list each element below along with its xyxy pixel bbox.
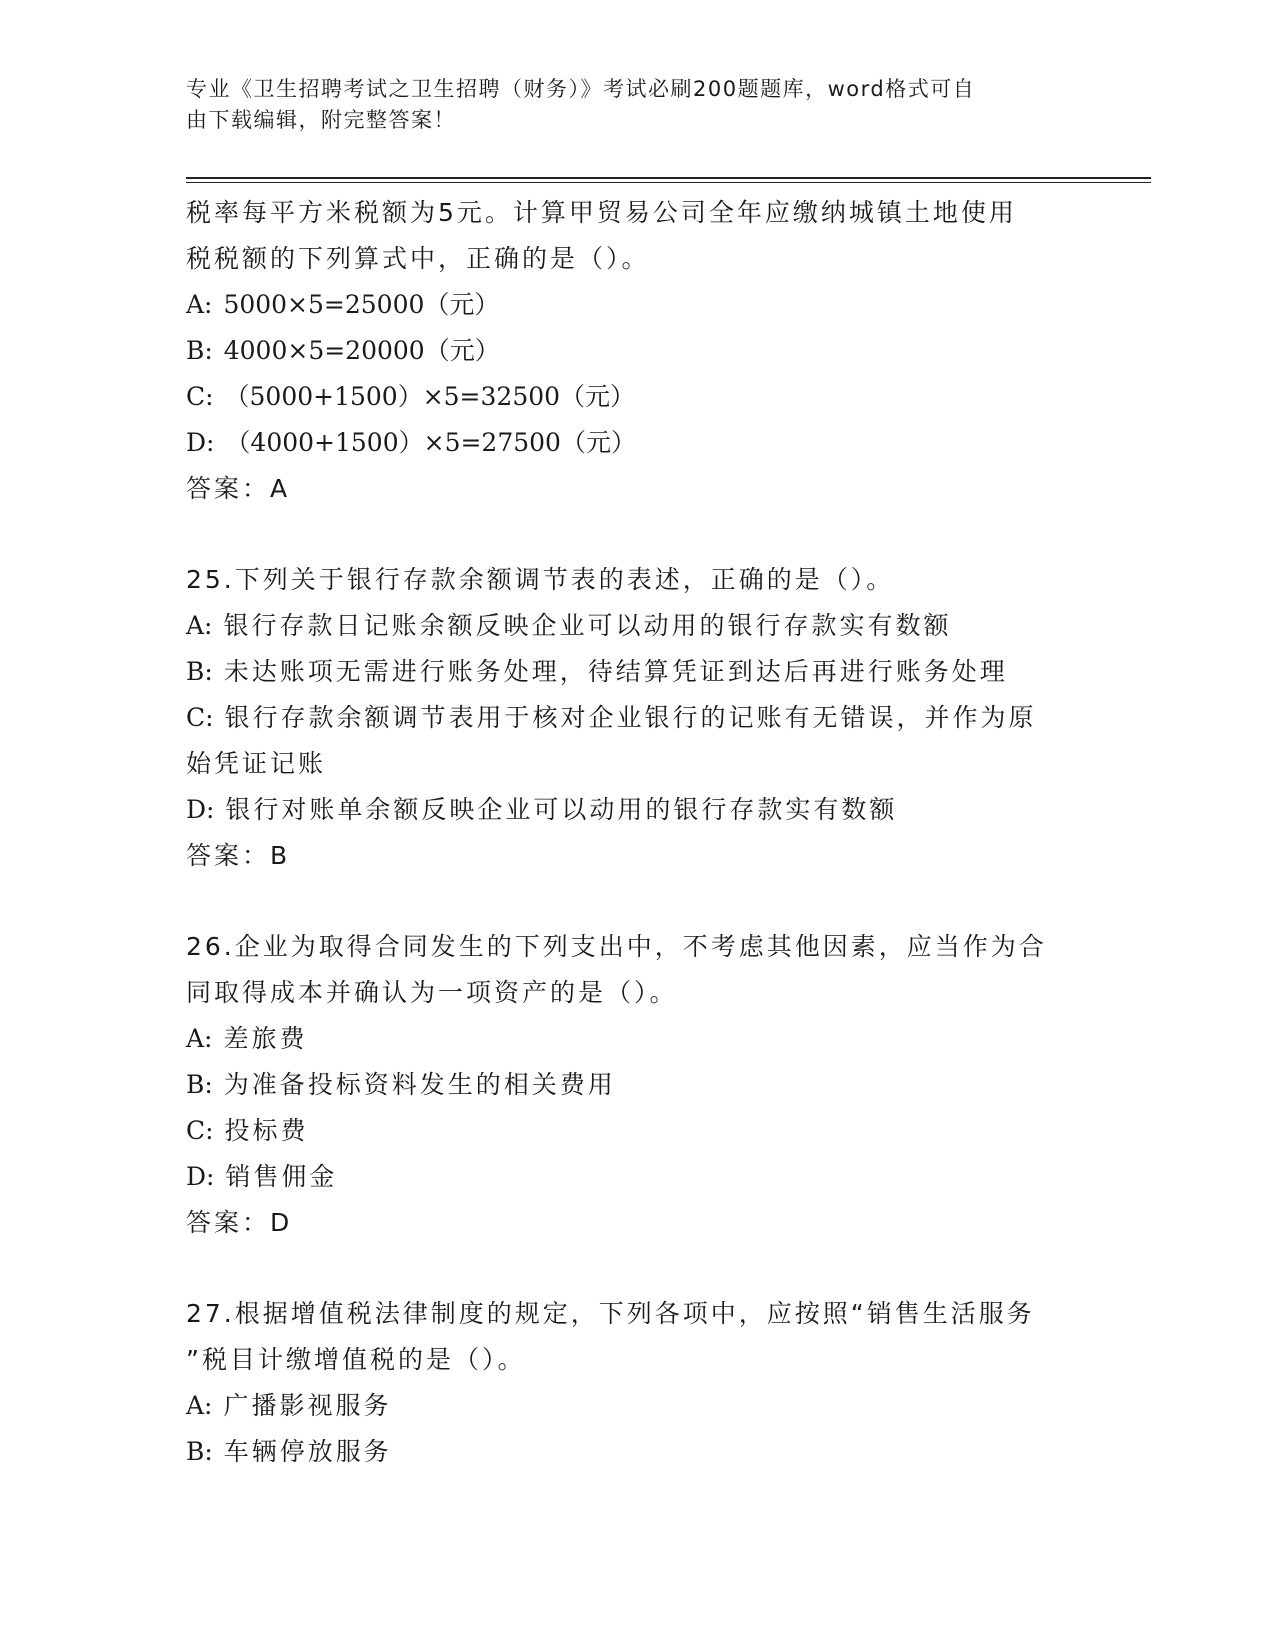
option-text: 差旅费 — [223, 1024, 308, 1053]
option-text: 银行存款余额调节表用于核对企业银行的记账有无错误，并作为原 — [224, 703, 1037, 732]
option-key: C: — [186, 382, 214, 411]
answer-label: 答案： — [186, 841, 271, 870]
answer-label: 答案： — [186, 1208, 271, 1237]
question-text-line: 25.下列关于银行存款余额调节表的表述，正确的是（）。 — [186, 565, 895, 594]
question-text-line: 27.根据增值税法律制度的规定，下列各项中，应按照“销售生活服务 — [186, 1299, 1035, 1328]
option-key: B: — [186, 336, 213, 365]
option-key: D: — [186, 1162, 215, 1191]
option-key: D: — [186, 795, 215, 824]
option-key: D: — [186, 428, 215, 457]
answer-label: 答案： — [186, 474, 271, 503]
option-text: （5000+1500）×5=32500（元） — [224, 382, 636, 411]
option-b — [186, 328, 1086, 374]
option-key: C: — [186, 1116, 214, 1145]
option-key: B: — [186, 657, 213, 686]
option-text: 投标费 — [224, 1116, 309, 1145]
answer-line — [186, 833, 1086, 879]
option-text: 银行存款日记账余额反映企业可以动用的银行存款实有数额 — [223, 611, 952, 640]
option-a — [186, 603, 1086, 649]
question-text-line: 税税额的下列算式中，正确的是（）。 — [186, 244, 650, 273]
answer-value: A — [270, 474, 291, 503]
answer-value: D — [270, 1208, 293, 1237]
option-d — [186, 787, 1086, 833]
option-text: 未达账项无需进行账务处理，待结算凭证到达后再进行账务处理 — [223, 657, 1008, 686]
option-b — [186, 1429, 1086, 1475]
option-text: 始凭证记账 — [186, 749, 327, 778]
option-a — [186, 1383, 1086, 1429]
answer-line — [186, 466, 1086, 512]
option-key: A: — [186, 290, 213, 319]
header-rule-thin — [186, 182, 1151, 183]
header-line-1: 专业《卫生招聘考试之卫生招聘（财务）》考试必刷200题题库，word格式可自 — [186, 77, 976, 101]
option-text: 4000×5=20000（元） — [223, 336, 500, 365]
question-26 — [186, 924, 1086, 1246]
option-c — [186, 1108, 1086, 1154]
option-text: 银行对账单余额反映企业可以动用的银行存款实有数额 — [225, 795, 898, 824]
option-key: B: — [186, 1070, 213, 1099]
answer-line — [186, 1200, 1086, 1246]
option-text: 销售佣金 — [225, 1162, 338, 1191]
option-c — [186, 695, 1086, 741]
question-content — [186, 190, 1086, 1475]
option-text: （4000+1500）×5=27500（元） — [225, 428, 636, 457]
option-c — [186, 374, 1086, 420]
option-a — [186, 282, 1086, 328]
option-text: 为准备投标资料发生的相关费用 — [223, 1070, 616, 1099]
option-text: 5000×5=25000（元） — [223, 290, 500, 319]
question-text-line: 同取得成本并确认为一项资产的是（）。 — [186, 978, 678, 1007]
answer-value: B — [270, 841, 291, 870]
option-a — [186, 1016, 1086, 1062]
header-line-2: 由下载编辑，附完整答案！ — [186, 108, 456, 132]
question-continued — [186, 190, 1086, 512]
question-text-line: 26.企业为取得合同发生的下列支出中，不考虑其他因素，应当作为合 — [186, 932, 1047, 961]
question-25 — [186, 557, 1086, 879]
question-text-line: 税率每平方米税额为5元。计算甲贸易公司全年应缴纳城镇土地使用 — [186, 198, 1017, 227]
question-text-line: ”税目计缴增值税的是（）。 — [186, 1345, 526, 1374]
option-d — [186, 420, 1086, 466]
option-b — [186, 1062, 1086, 1108]
document-header — [186, 74, 1066, 136]
option-key: A: — [186, 1024, 213, 1053]
option-b — [186, 649, 1086, 695]
option-c-continued — [186, 741, 1086, 787]
option-text: 广播影视服务 — [223, 1391, 392, 1420]
option-key: B: — [186, 1437, 213, 1466]
header-rule-thick — [186, 177, 1151, 179]
option-key: A: — [186, 611, 213, 640]
option-d — [186, 1154, 1086, 1200]
option-key: A: — [186, 1391, 213, 1420]
option-text: 车辆停放服务 — [223, 1437, 392, 1466]
option-key: C: — [186, 703, 214, 732]
question-27 — [186, 1291, 1086, 1475]
